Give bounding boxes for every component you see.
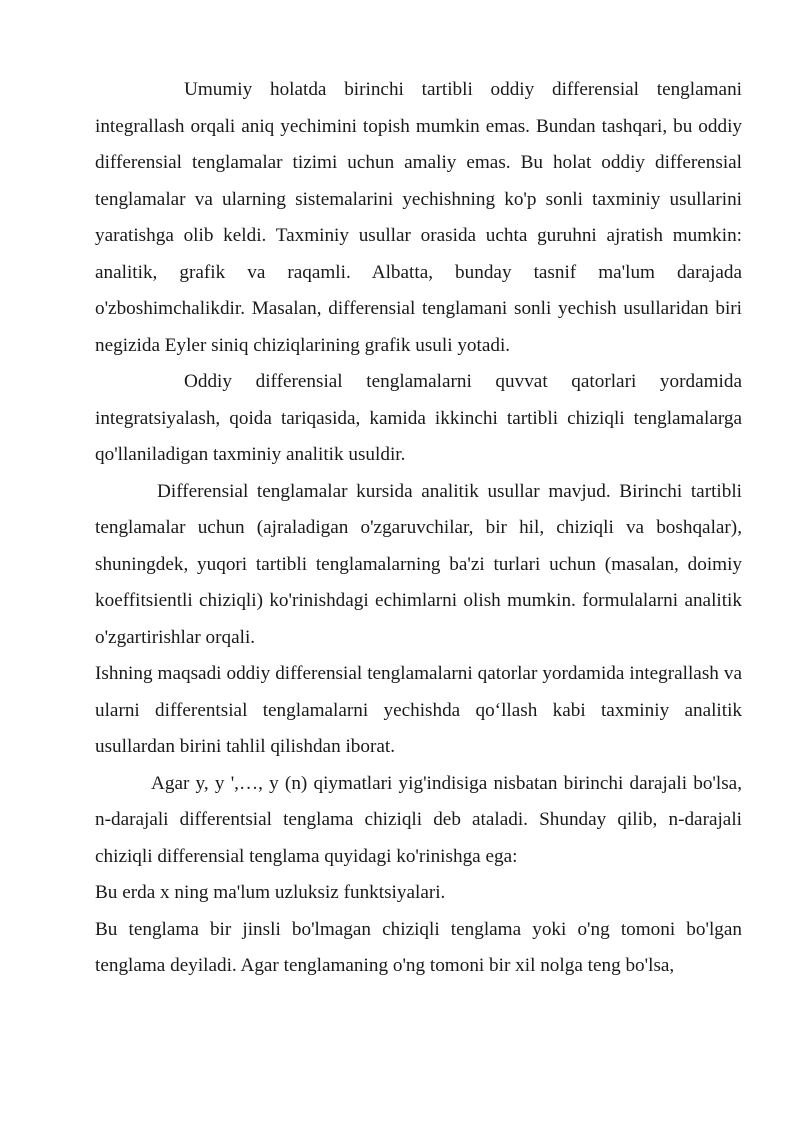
paragraph-linear-definition: Agar y, y ',…, y (n) qiymatlari yig'indisiga nisbatan birinchi darajali bo'lsa, n-darajali differentsial tenglama chiziqli deb ataladi. Shunday qilib, n-darajali chiziqli differensial tenglama quyidagi ko'rinishga ega: [95, 772, 742, 867]
document-page [95, 72, 742, 985]
paragraph-analytic-methods: Differensial tenglamalar kursida analitik usullar mavjud. Birinchi tartibli tenglamalar uchun (ajraladigan o'zgaruvchilar, bir hil, chiziqli va boshqalar), shuningdek, yuqori tartibli tenglamalarning ba'zi turlari uchun (masalan, doimiy koeffitsientli chiziqli) ko'rinishdagi echimlarni olish mumkin. formulalarni analitik o'zgartirishlar orqali. [95, 480, 742, 648]
paragraph-aim: Ishning maqsadi oddiy differensial tenglamalarni qatorlar yordamida integrallash va ularni differentsial tenglamalarni yechishda qo‘llash kabi taxminiy analitik usullardan birini tahlil qilishdan iborat. [95, 663, 742, 757]
paragraph-continuous-functions: Bu erda x ning ma'lum uzluksiz funktsiyalari. [95, 882, 446, 903]
paragraph-intro: Umumiy holatda birinchi tartibli oddiy differensial tenglamani integrallash orqali aniq yechimini topish mumkin emas. Bundan tashqari, bu oddiy differensial tenglamalar tizimi uchun amaliy emas. Bu holat oddiy differensial tenglamalar va ularning sistemalarini yechishning ko'p sonli taxminiy usullarini yaratishga olib keldi. Taxminiy usullar orasida uchta guruhni ajratish mumkin: analitik, grafik va raqamli. Albatta, bunday tasnif ma'lum darajada o'zboshimchalikdir. Masalan, differensial tenglamani sonli yechish usullaridan biri negizida Eyler siniq chiziqlarining grafik usuli yotadi. [95, 79, 742, 356]
paragraph-nonhomogeneous: Bu tenglama bir jinsli bo'lmagan chiziqli tenglama yoki o'ng tomoni bo'lgan tenglama deyiladi. Agar tenglamaning o'ng tomoni bir xil nolga teng bo'lsa, [95, 918, 742, 976]
paragraph-power-series: Oddiy differensial tenglamalarni quvvat qatorlari yordamida integratsiyalash, qoida tariqasida, kamida ikkinchi tartibli chiziqli tenglamalarga qo'llaniladigan taxminiy analitik usuldir. [95, 371, 742, 465]
